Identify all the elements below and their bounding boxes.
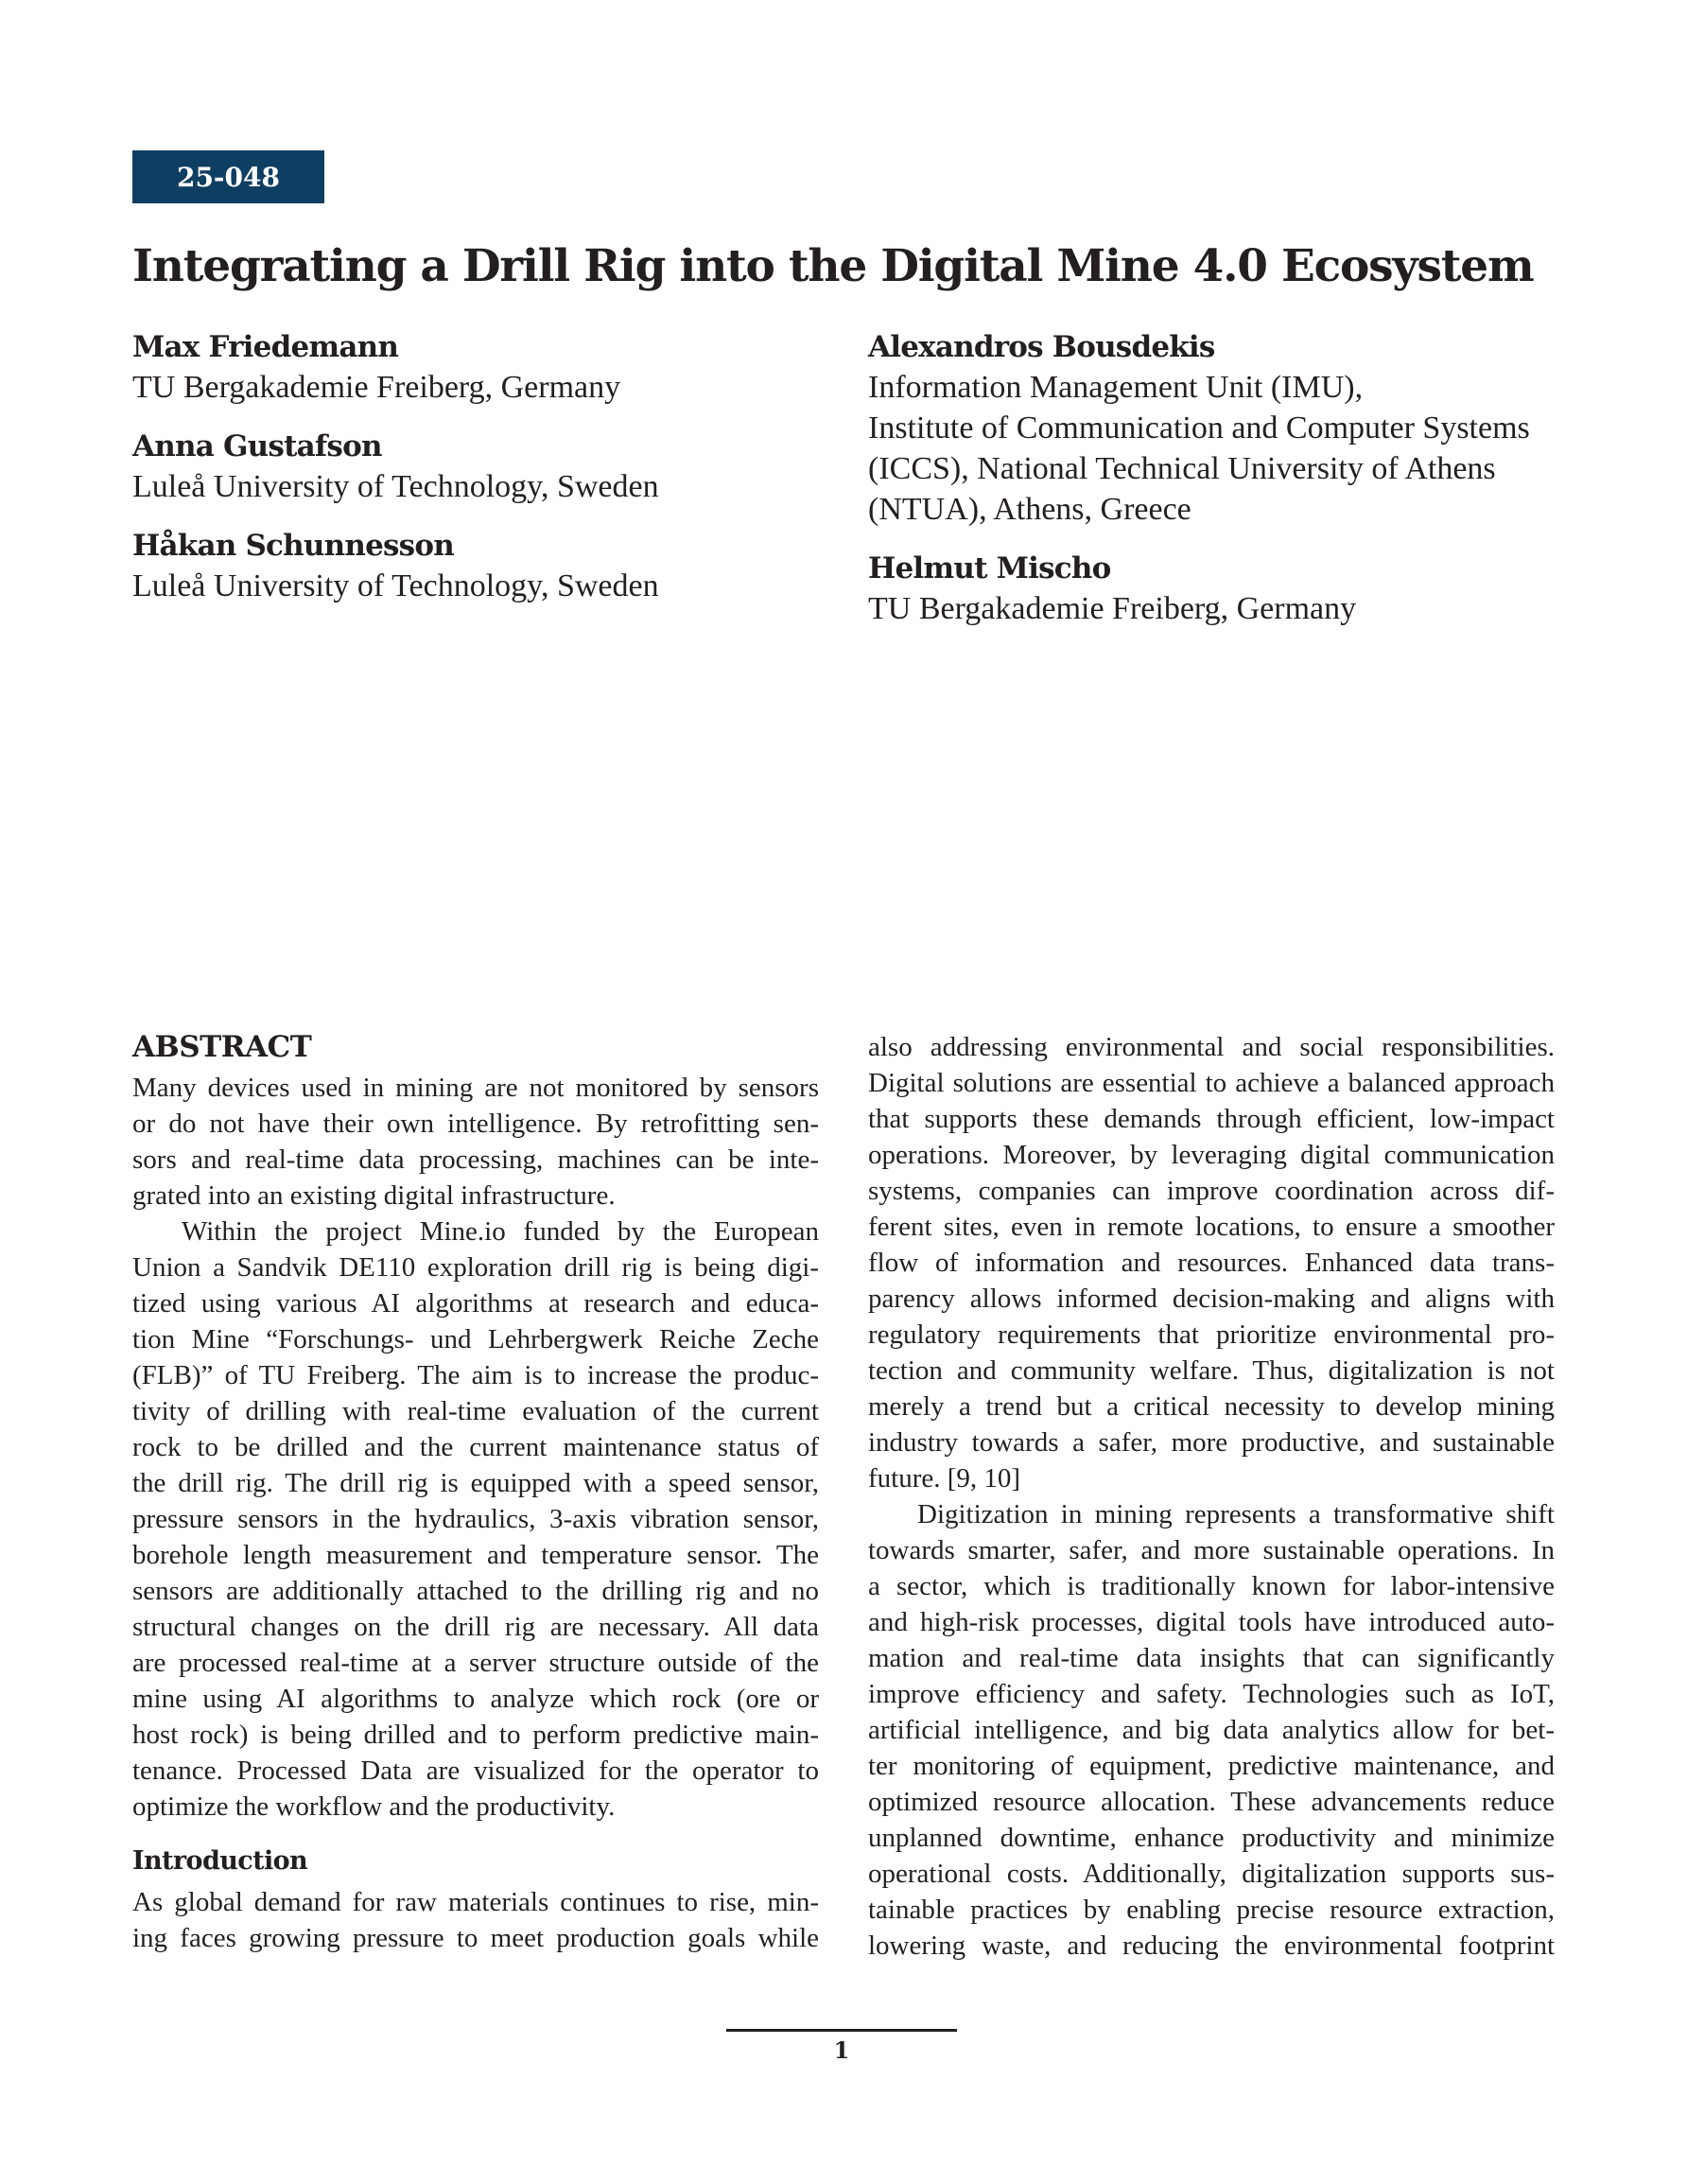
text-line: Digital solutions are essential to achieve a balanced approach (868, 1068, 1555, 1098)
text-line: (FLB)” of TU Freiberg. The aim is to increase the produc- (132, 1360, 819, 1390)
author-affiliation: Information Management Unit (IMU), (868, 370, 1364, 405)
text-line: Digitization in mining represents a transformative shift (917, 1499, 1555, 1529)
paper-title: Integrating a Drill Rig into the Digital Mine 4.0 Ecosystem (132, 240, 1534, 292)
author-name: Alexandros Bousdekis (868, 330, 1215, 364)
text-line: sors and real-time data processing, machines can be inte- (132, 1144, 819, 1175)
text-line: optimized resource allocation. These advancements reduce (868, 1787, 1555, 1817)
text-line: tenance. Processed Data are visualized for the operator to (132, 1756, 819, 1786)
text-line: tection and community welfare. Thus, digitalization is not (868, 1355, 1555, 1386)
text-line: host rock) is being drilled and to perform predictive main- (132, 1720, 819, 1750)
author-affiliation: (ICCS), National Technical University of Athens (868, 451, 1496, 486)
text-line: tized using various AI algorithms at research and educa- (132, 1288, 819, 1319)
right-text-column (868, 1029, 1555, 1964)
text-line: optimize the workflow and the productivity. (132, 1791, 616, 1822)
author-affiliation: TU Bergakademie Freiberg, Germany (132, 370, 621, 405)
text-line: improve efficiency and safety. Technologies such as IoT, (868, 1679, 1555, 1709)
author-block (132, 327, 832, 408)
text-line: artificial intelligence, and big data analytics allow for bet- (868, 1715, 1555, 1745)
left-text-column (132, 1026, 819, 1956)
introduction-body (132, 1884, 819, 1956)
author-block (868, 327, 1568, 530)
text-line: pressure sensors in the hydraulics, 3-axis vibration sensor, (132, 1504, 819, 1534)
text-line: borehole length measurement and temperature sensor. The (132, 1540, 819, 1570)
text-line: ing faces growing pressure to meet production goals while (132, 1923, 819, 1953)
paragraph (868, 1029, 1555, 1496)
footer-rule (726, 2029, 957, 2032)
text-line: and high-risk processes, digital tools have introduced auto- (868, 1607, 1555, 1637)
abstract-heading: ABSTRACT (132, 1030, 312, 1064)
text-line: ferent sites, even in remote locations, to ensure a smoother (868, 1212, 1555, 1242)
author-affiliation: Institute of Communication and Computer Systems (868, 411, 1530, 446)
text-line: systems, companies can improve coordination across dif- (868, 1176, 1555, 1206)
text-line: mine using AI algorithms to analyze which rock (ore or (132, 1684, 819, 1714)
text-line: or do not have their own intelligence. By retrofitting sen- (132, 1109, 819, 1139)
text-line: operations. Moreover, by leveraging digital communication (868, 1140, 1555, 1170)
author-name: Håkan Schunnesson (132, 529, 454, 563)
text-line: a sector, which is traditionally known for labor-intensive (868, 1571, 1555, 1601)
paragraph (132, 1070, 819, 1214)
abstract-body (132, 1070, 819, 1825)
author-block (132, 427, 832, 507)
text-line: Many devices used in mining are not monitored by sensors (132, 1073, 819, 1103)
text-line: are processed real-time at a server structure outside of the (132, 1648, 819, 1678)
text-line: regulatory requirements that prioritize environmental pro- (868, 1319, 1555, 1350)
author-block (132, 526, 832, 606)
text-line: tivity of drilling with real-time evaluation of the current (132, 1396, 819, 1426)
paragraph (868, 1496, 1555, 1964)
text-line: structural changes on the drill rig are necessary. All data (132, 1612, 819, 1642)
author-affiliation: Luleå University of Technology, Sweden (132, 568, 659, 603)
text-line: Within the project Mine.io funded by the European (182, 1216, 819, 1247)
author-affiliation: TU Bergakademie Freiberg, Germany (868, 591, 1357, 626)
text-line: operational costs. Additionally, digitalization supports sus- (868, 1859, 1555, 1889)
authors-left-column (132, 327, 832, 625)
author-name: Helmut Mischo (868, 551, 1111, 585)
text-line: also addressing environmental and social responsibilities. (868, 1032, 1555, 1062)
text-line: towards smarter, safer, and more sustainable operations. In (868, 1535, 1555, 1565)
introduction-continued (868, 1029, 1555, 1964)
text-line: lowering waste, and reducing the environmental footprint (868, 1931, 1555, 1961)
text-line: unplanned downtime, enhance productivity and minimize (868, 1823, 1555, 1853)
text-line: rock to be drilled and the current maintenance status of (132, 1432, 819, 1462)
text-line: industry towards a safer, more productive, and sustainable (868, 1427, 1555, 1458)
text-line: Union a Sandvik DE110 exploration drill rig is being digi- (132, 1252, 819, 1283)
author-name: Max Friedemann (132, 330, 399, 364)
text-line: merely a trend but a critical necessity to develop mining (868, 1391, 1555, 1422)
author-block (868, 549, 1568, 629)
authors-right-column (868, 327, 1568, 648)
text-line: As global demand for raw materials continues to rise, min- (132, 1887, 819, 1917)
paper-id-badge: 25-048 (132, 150, 324, 203)
text-line: flow of information and resources. Enhanced data trans- (868, 1248, 1555, 1278)
text-line: tion Mine “Forschungs- und Lehrbergwerk Reiche Zeche (132, 1324, 819, 1354)
text-line: grated into an existing digital infrastructure. (132, 1180, 616, 1211)
text-line: sensors are additionally attached to the drilling rig and no (132, 1576, 819, 1606)
introduction-heading: Introduction (132, 1846, 308, 1876)
author-name: Anna Gustafson (132, 429, 382, 463)
text-line: ter monitoring of equipment, predictive maintenance, and (868, 1751, 1555, 1781)
author-affiliation: Luleå University of Technology, Sweden (132, 469, 659, 504)
text-line: that supports these demands through efficient, low-impact (868, 1104, 1555, 1134)
text-line: future. [9, 10] (868, 1463, 1021, 1494)
paragraph (132, 1214, 819, 1825)
text-line: mation and real-time data insights that can significantly (868, 1643, 1555, 1673)
text-line: tainable practices by enabling precise resource extraction, (868, 1895, 1555, 1925)
text-line: the drill rig. The drill rig is equipped with a speed sensor, (132, 1468, 819, 1498)
page-number: 1 (833, 2036, 850, 2064)
author-affiliation: (NTUA), Athens, Greece (868, 492, 1191, 527)
text-line: parency allows informed decision-making and aligns with (868, 1284, 1555, 1314)
